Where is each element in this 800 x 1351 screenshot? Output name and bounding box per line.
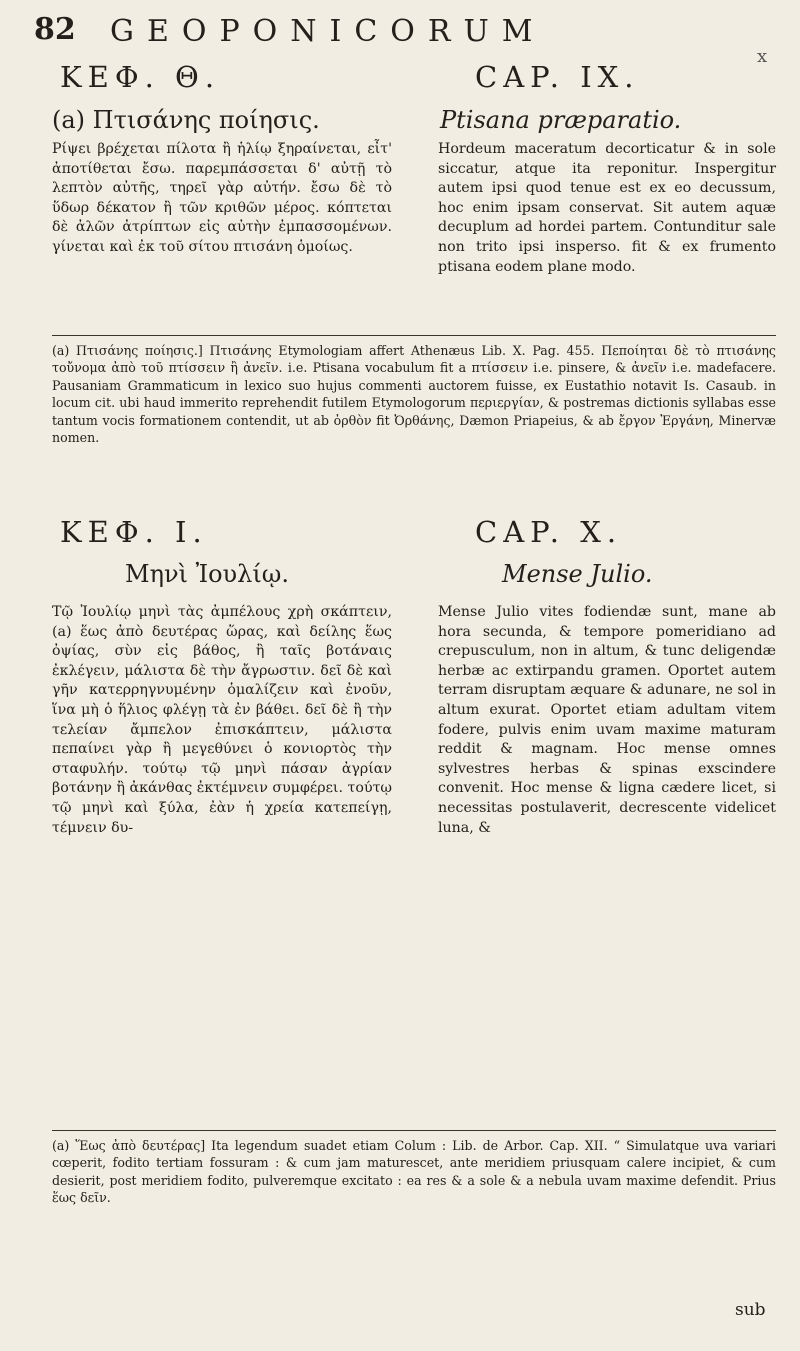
footnote-a-chapter-10: (a) Ἕως ἀπὸ δευτέρας] Ita legendum suadet etiam Colum : Lib. de Arbor. Cap. XII. “ Simulatque uva variari cœperit, fodito tertiam fossuram : & cum jam maturescet, ante meridiem priusquam calere incipiet, & cum desierit, post meridiem fodito, pulveremque excitato : ea res & a sole & a nebula uvam maxime defendit. Prius ἕως δεῖν. — [52, 1138, 776, 1206]
chapter-9-greek-text: Ρίψει βρέχεται πίλοτα ἢ ἡλίῳ ξηραίνεται, εἶτ' ἀποτίθεται ἔσω. παρεμπάσσεται δ' αὐτῇ τὸ λεπτὸν αὐτῆς, τηρεῖ γὰρ αὐτήν. ἔσω δὲ τὸ ὕδωρ δέκατον ἢ τῶν κριθῶν μέρος. κόπτεται δὲ ἀλῶν ἀτρίπτων εἰς αὐτὴν ἐμπασσομένων. γίνεται καὶ ἐκ τοῦ σίτου πτισάνη ὁμοίως. — [52, 141, 392, 255]
chapter-10-latin-title: Mense Julio. — [502, 560, 653, 588]
corner-mark: x — [757, 46, 768, 67]
catchword: sub — [735, 1300, 766, 1320]
separator-rule — [52, 335, 776, 336]
chapter-9-greek-title: (a) Πτισάνης ποίησις. — [52, 106, 320, 134]
chapter-10-latin-text: Mense Julio vites fodiendæ sunt, mane ab hora secunda, & tempore pomeridiano ad crepusculum, non in altum, & tunc deligendæ herbæ ac extirpandu gramen. Oportet autem terram disruptam æquare & adunare, ne sol in altum exurat. Oportet etiam adultam vitem fodere, pulvis enim uvam maxime maturam reddit & magnam. Hoc mense omnes sylvestres herbas & spinas exscindere convenit. Hoc mense & ligna cædere licet, si necessitas postulaverit, decrescente videlicet luna, & — [438, 604, 777, 836]
separator-rule-2 — [52, 1130, 776, 1131]
chapter-10-greek-text: Τῷ Ἰουλίῳ μηνὶ τὰς ἀμπέλους χρὴ σκάπτειν, (a) ἕως ἀπὸ δευτέρας ὥρας, καὶ δείλης ἕως ὀψίας, σὺν εἰς βάθος, ἢ ταῖς βοτάναις ἐκλέγειν, μάλιστα δὲ τὴν ἄγρωστιν. δεῖ δὲ καὶ γῆν κατερρηγνυμένην ὁμαλίζειν καὶ ἐνοῦν, ἵνα μὴ ὁ ἥλιος φλέγῃ τὰ ἐν βάθει. δεῖ δὲ ἢ τὴν τελείαν ἄμπελον ἐπισκάπτειν, μάλιστα πεπαίνει γὰρ ἢ μεγεθύνει ὁ κονιορτὸς τὴν σταφυλήν. τούτῳ τῷ μηνὶ πάσαν ἀγρίαν βοτάνην ἢ ἀκάνθας ἐκτέμνειν συμφέρει. τούτῳ τῷ μηνὶ καὶ ξύλα, ἐὰν ἡ χρεία κατεπείγῃ, τέμνειν δυ- — [52, 604, 392, 836]
chapter-9-latin-title: Ptisana præparatio. — [440, 106, 682, 134]
chapter-10-latin-heading: CAP. X. — [475, 515, 623, 549]
chapter-10-greek-title: Μηνὶ Ἰουλίῳ. — [125, 560, 289, 588]
page-number: 82 — [34, 12, 76, 47]
chapter-9-latin-text: Hordeum maceratum decorticatur & in sole siccatur, atque ita reponitur. Inspergitur autem ipsi quod tenue est ex eo decussum, hoc enim ipsam conservat. Sit autem aquæ decuplum ad hordei partem. Contunditur sale non trito ipsi insperso. fit & ex frumento ptisana eodem plane modo. — [438, 141, 776, 275]
chapter-9-greek-heading: ΚΕΦ. Θ. — [60, 60, 221, 94]
chapter-9-latin-heading: CAP. IX. — [475, 60, 640, 94]
chapter-10-greek-heading: ΚΕΦ. Ι. — [60, 515, 208, 549]
running-title: GEOPONICORUM — [110, 14, 546, 49]
footnote-a-chapter-9: (a) Πτισάνης ποίησις.] Πτισάνης Etymologiam affert Athenæus Lib. X. Pag. 455. Πεποίηται δὲ τὸ πτισάνης τοὔνομα ἀπὸ τοῦ πτίσσειν ἢ ἀνεῖν. i.e. Ptisana vocabulum fit a πτίσσειν i.e. pinsere, & ἀνεῖν i.e. madefacere. Pausaniam Grammaticum in lexico suo hujus commenti auctorem fuisse, ex Eustathio notavit Is. Casaub. in locum cit. ubi haud immerito reprehendit futilem Etymologorum περιεργίαν, & postremas dictionis syllabas esse tantum vocis formationem contendit, ut ab ὀρθὸν fit Ὀρθάνης, Dæmon Priapeius, & ab ἔργον Ἐργάνη, Minervæ nomen. — [52, 343, 776, 446]
